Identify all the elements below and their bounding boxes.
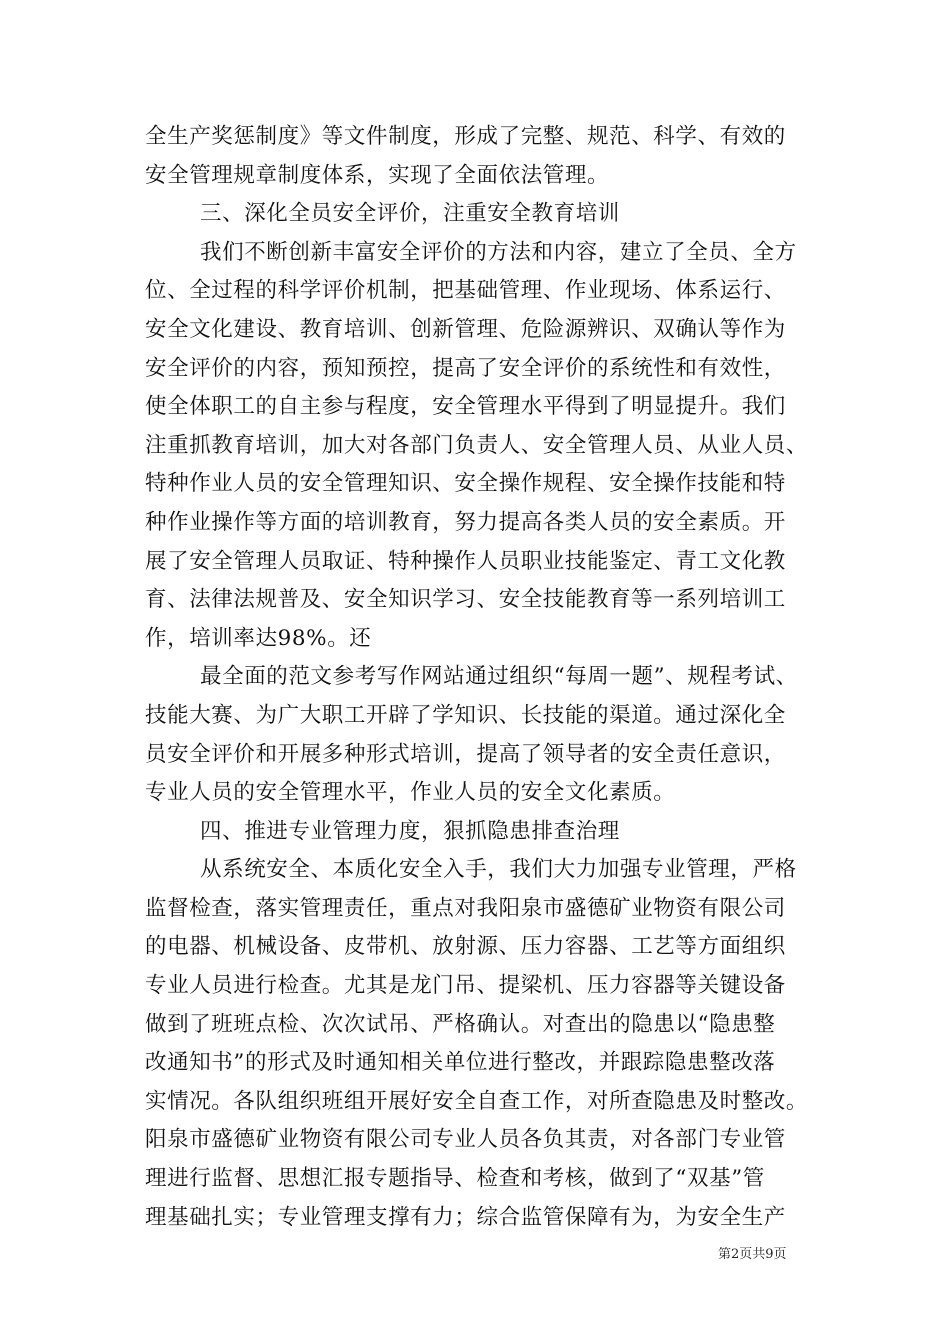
text-line: 实情况。各队组织班组开展好安全自查工作，对所查隐患及时整改。 (145, 1088, 809, 1114)
section-heading: 四、推进专业管理力度，狠抓隐患排查治理 (200, 818, 620, 844)
text-line: 专业人员进行检查。尤其是龙门吊、提梁机、压力容器等关键设备 (145, 973, 786, 999)
text-line: 特种作业人员的安全管理知识、安全操作规程、安全操作技能和特 (145, 471, 786, 497)
text-line: 我们不断创新丰富安全评价的方法和内容，建立了全员、全方 (200, 239, 797, 265)
page-number: 第2页共9页 (718, 1247, 787, 1262)
text-line: 位、全过程的科学评价机制，把基础管理、作业现场、体系运行、 (145, 278, 786, 304)
text-line: 注重抓教育培训，加大对各部门负责人、安全管理人员、从业人员、 (145, 432, 809, 458)
text-line: 种作业操作等方面的培训教育，努力提高各类人员的安全素质。开 (145, 509, 786, 535)
text-line: 育、法律法规普及、安全知识学习、安全技能教育等一系列培训工 (145, 587, 786, 613)
text-line: 最全面的范文参考写作网站通过组织“每周一题”、规程考试、 (200, 664, 798, 690)
text-line: 做到了班班点检、次次试吊、严格确认。对查出的隐患以“隐患整 (145, 1011, 776, 1037)
text-line: 监督检查，落实管理责任，重点对我阳泉市盛德矿业物资有限公司 (145, 895, 786, 921)
text-line: 安全管理规章制度体系，实现了全面依法管理。 (145, 162, 610, 188)
text-line: 使全体职工的自主参与程度，安全管理水平得到了明显提升。我们 (145, 394, 786, 420)
text-line: 员安全评价和开展多种形式培训，提高了领导者的安全责任意识， (145, 741, 786, 767)
text-line: 理进行监督、思想汇报专题指导、检查和考核，做到了“双基”管 (145, 1166, 765, 1192)
section-heading: 三、深化全员安全评价，注重安全教育培训 (200, 201, 620, 227)
text-line: 展了安全管理人员取证、特种操作人员职业技能鉴定、青工文化教 (145, 548, 786, 574)
text-line: 的电器、机械设备、皮带机、放射源、压力容器、工艺等方面组织 (145, 934, 786, 960)
text-line: 安全文化建设、教育培训、创新管理、危险源辨识、双确认等作为 (145, 316, 786, 342)
text-line: 阳泉市盛德矿业物资有限公司专业人员各负其责，对各部门专业管 (145, 1127, 786, 1153)
text-line: 全生产奖惩制度》等文件制度，形成了完整、规范、科学、有效的 (145, 124, 786, 149)
text-line: 专业人员的安全管理水平，作业人员的安全文化素质。 (145, 780, 676, 806)
text-line: 从系统安全、本质化安全入手，我们大力加强专业管理，严格 (200, 857, 797, 883)
text-line: 理基础扎实；专业管理支撑有力；综合监管保障有为，为安全生产 (145, 1204, 786, 1230)
text-line: 技能大赛、为广大职工开辟了学知识、长技能的渠道。通过深化全 (145, 702, 786, 728)
text-line: 安全评价的内容，预知预控，提高了安全评价的系统性和有效性， (145, 355, 786, 381)
text-line: 作，培训率达98%。还 (145, 625, 372, 651)
document-body (145, 118, 811, 1237)
text-line: 改通知书”的形式及时通知相关单位进行整改，并跟踪隐患整改落 (145, 1050, 776, 1076)
